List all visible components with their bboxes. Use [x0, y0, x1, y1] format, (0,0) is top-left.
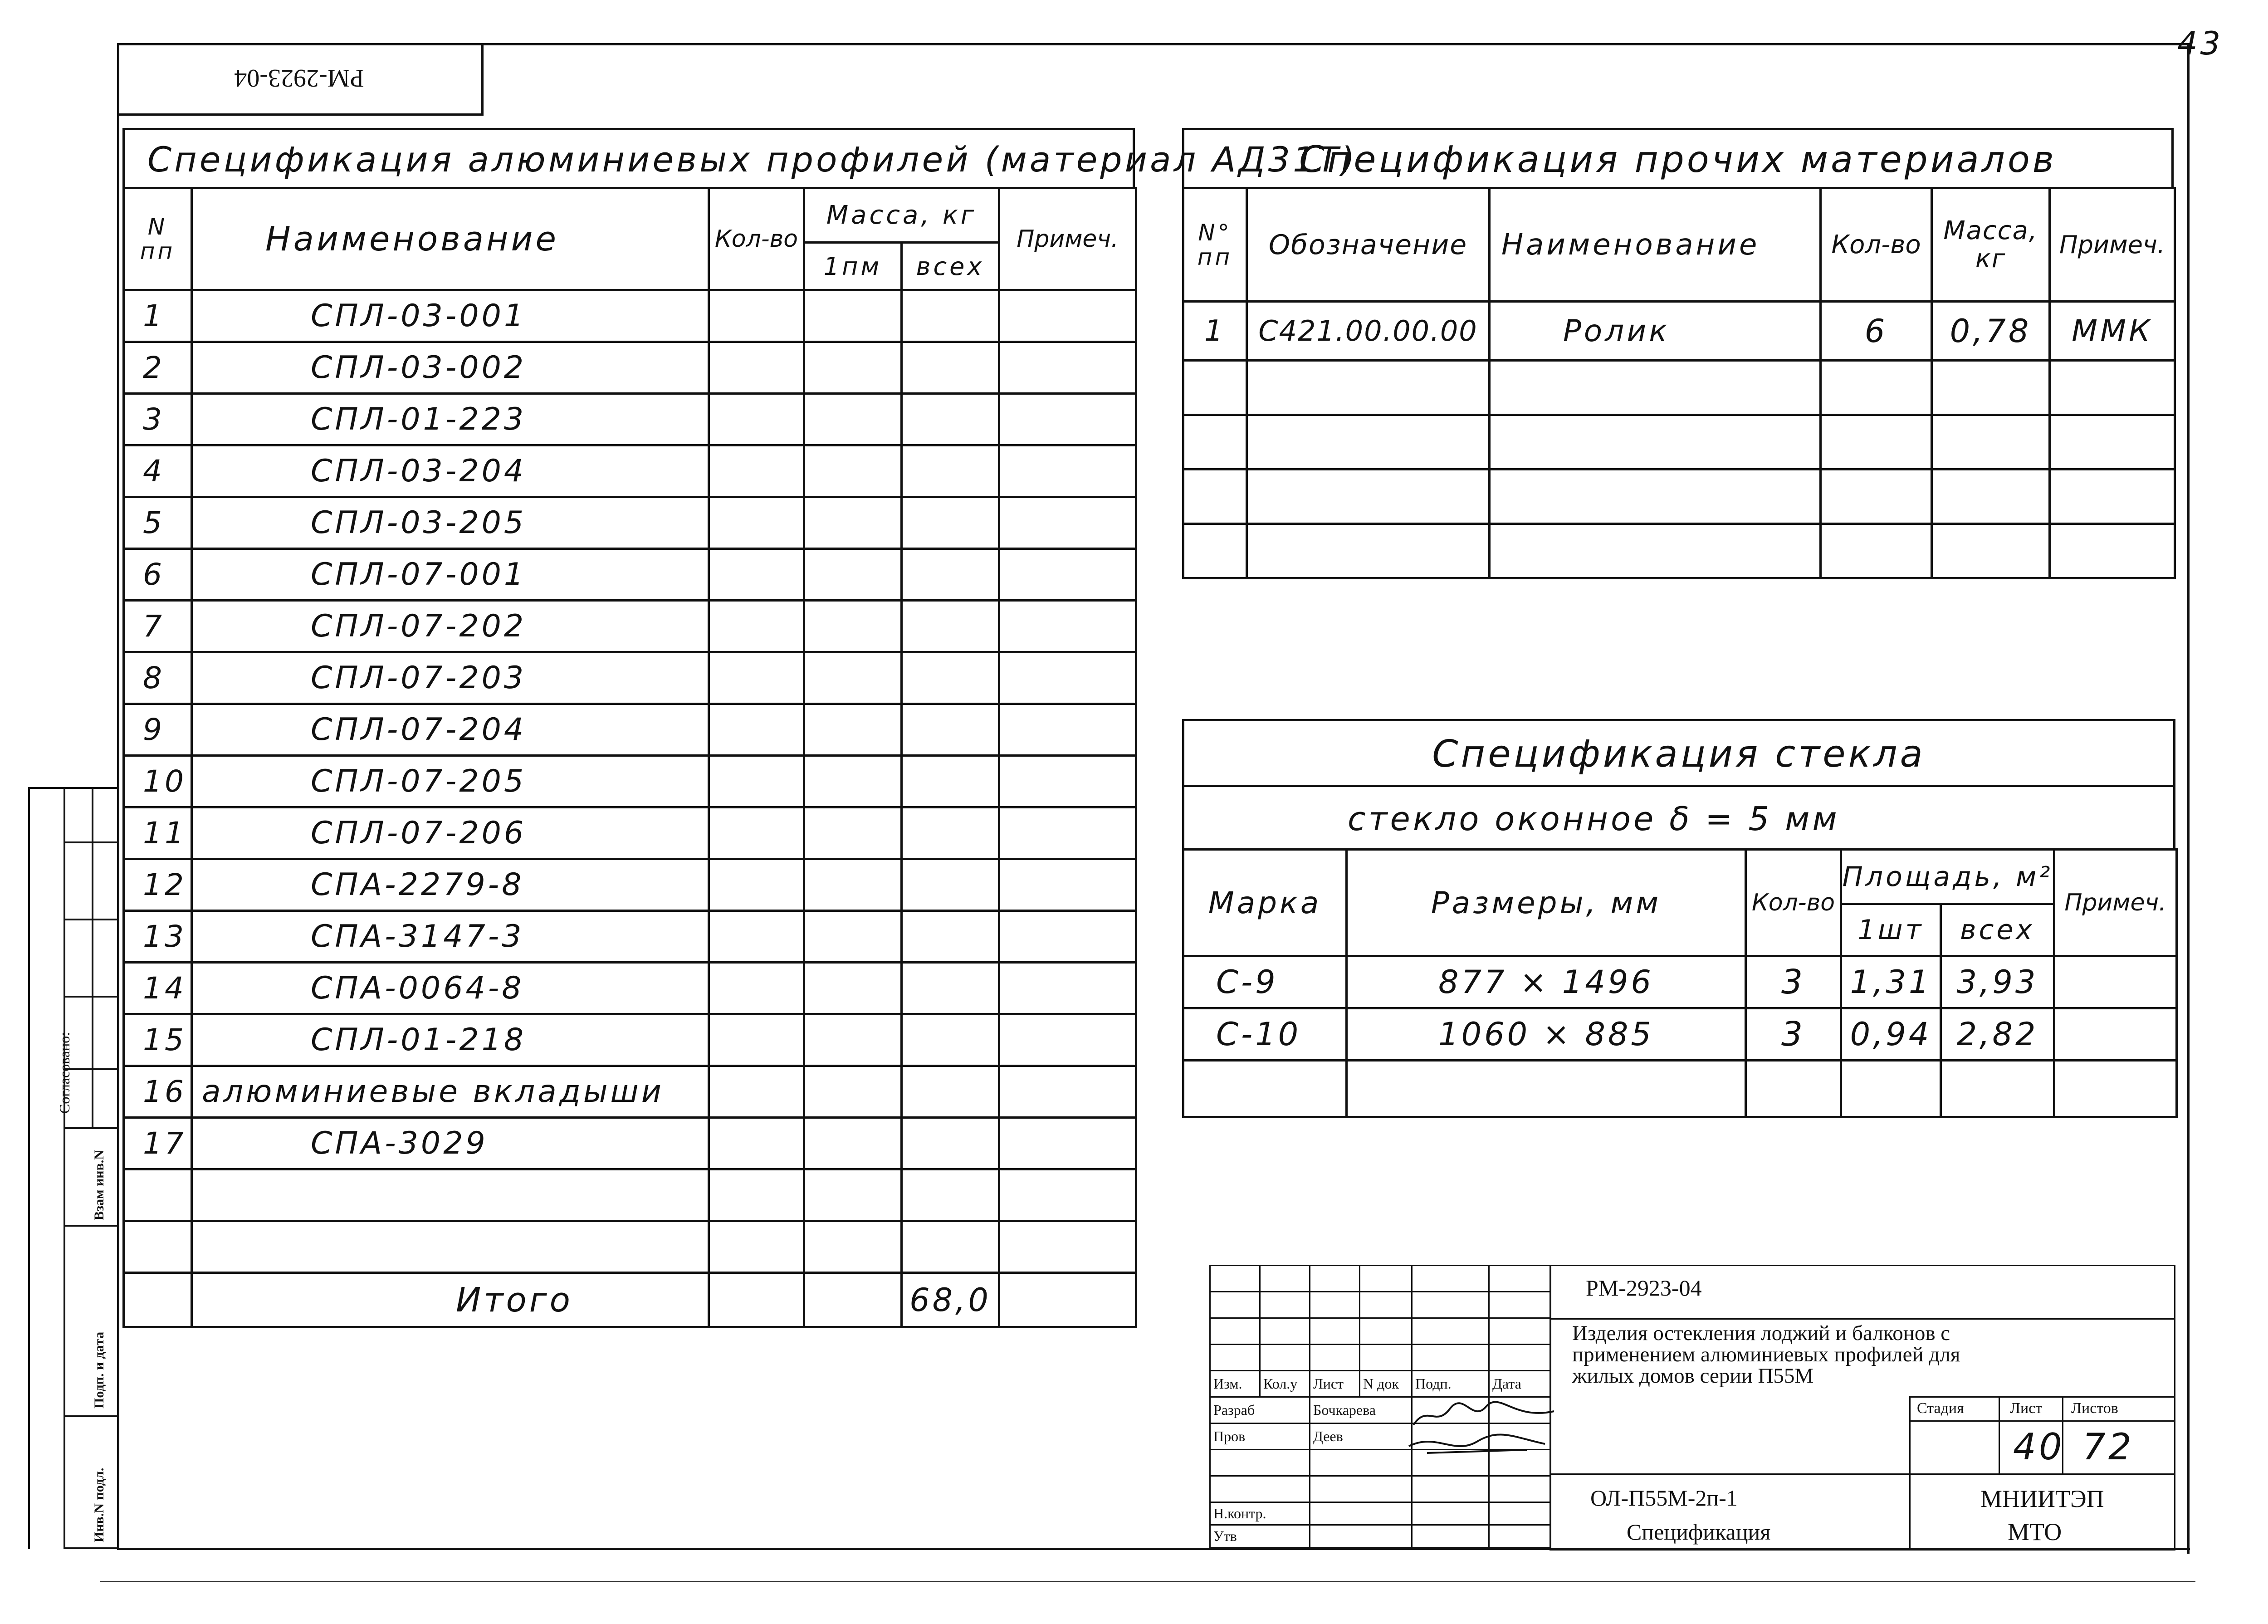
stamp-prov: Пров [1210, 1423, 1310, 1450]
profiles-row-cell [902, 1014, 999, 1066]
stamp-description: Изделия остекления лоджий и балконов с применением алюминиевых профилей для жилых домов серии П55М [1572, 1321, 1960, 1388]
glass-row-area-all: 2,82 [1941, 1008, 2054, 1061]
profiles-row-cell [804, 1118, 902, 1169]
profiles-row-n: 14 [124, 963, 192, 1014]
profiles-row-cell [709, 1169, 804, 1221]
profiles-row-name: СПЛ-07-001 [192, 549, 709, 601]
stamp-razrab-name: Бочкарева [1310, 1397, 1412, 1423]
profiles-row-name: СПЛ-03-204 [192, 445, 709, 497]
agreed-label: Согласовано: [56, 1032, 73, 1114]
profiles-row-cell [804, 497, 902, 549]
other-col-mass: Масса, кг [1932, 188, 2050, 302]
profiles-row-cell [709, 807, 804, 859]
bottom-trim-line [100, 1581, 2195, 1582]
other-empty-row [1183, 415, 2175, 470]
glass-row [1183, 1008, 2177, 1061]
signature-prov [1400, 1428, 1549, 1460]
profiles-row-cell [902, 704, 999, 756]
glass-grid [1182, 848, 2178, 1118]
profiles-row-name: СПЛ-03-002 [192, 342, 709, 394]
glass-col-area: Площадь, м² [1841, 850, 2054, 904]
profiles-row-cell [902, 859, 999, 911]
profiles-row-cell [902, 290, 999, 342]
profiles-row [124, 1118, 1136, 1169]
profiles-row [124, 290, 1136, 342]
profiles-row-n: 6 [124, 549, 192, 601]
profiles-row-cell [709, 704, 804, 756]
profiles-row-name: СПЛ-07-205 [192, 756, 709, 807]
other-title: Спецификация прочих материалов [1182, 128, 2174, 187]
profiles-row-cell [902, 342, 999, 394]
stamp-col-izm: Изм. [1210, 1371, 1260, 1397]
profiles-row-n: 16 [124, 1066, 192, 1118]
stamp-doc: ОЛ-П55М-2п-1 [1590, 1485, 1738, 1511]
profiles-row [124, 963, 1136, 1014]
top-code-box [117, 43, 484, 116]
profiles-col-note: Примеч. [999, 188, 1136, 290]
other-row-designation: С421.00.00.00 [1247, 302, 1490, 361]
profiles-row [124, 497, 1136, 549]
profiles-row-cell [999, 601, 1136, 652]
profiles-row-cell [999, 290, 1136, 342]
profiles-row-n [124, 1221, 192, 1273]
profiles-col-mass: Масса, кг [804, 188, 999, 243]
frame-right [2187, 43, 2190, 1554]
profiles-row [124, 807, 1136, 859]
profiles-row-n: 3 [124, 394, 192, 445]
profiles-row-name: СПЛ-01-223 [192, 394, 709, 445]
other-col-name: Наименование [1490, 188, 1821, 302]
profiles-row-cell [804, 394, 902, 445]
profiles-row-cell [902, 807, 999, 859]
glass-row-mark: С-9 [1183, 956, 1347, 1008]
profiles-row-cell [902, 756, 999, 807]
profiles-row [124, 1014, 1136, 1066]
inv-label: Инв.N подл. [92, 1467, 107, 1542]
other-col-qty: Кол-во [1821, 188, 1932, 302]
stamp-col-data: Дата [1489, 1371, 1550, 1397]
profiles-grid [122, 187, 1137, 1328]
profiles-row-cell [902, 549, 999, 601]
profiles-row-name: СПЛ-03-001 [192, 290, 709, 342]
stamp-sheet-label: Лист [2010, 1400, 2043, 1417]
left-strip [28, 787, 119, 1549]
other-col-designation: Обозначение [1247, 188, 1490, 302]
stamp-sheets: 72 [2082, 1426, 2134, 1468]
profiles-total-label: Итого [192, 1273, 709, 1327]
glass-empty-row [1183, 1061, 2177, 1117]
profiles-row-name [192, 1221, 709, 1273]
profiles-row-cell [804, 704, 902, 756]
profiles-row-n: 13 [124, 911, 192, 963]
profiles-row [124, 549, 1136, 601]
glass-row-area-1: 1,31 [1841, 956, 1941, 1008]
glass-col-qty: Кол-во [1746, 850, 1841, 956]
profiles-row-cell [902, 963, 999, 1014]
profiles-row-cell [804, 1169, 902, 1221]
profiles-row-cell [999, 1118, 1136, 1169]
stamp-org1: МНИИТЭП [1980, 1485, 2104, 1512]
profiles-row-name: СПЛ-07-203 [192, 652, 709, 704]
profiles-row [124, 445, 1136, 497]
profiles-row-cell [804, 342, 902, 394]
profiles-row-cell [709, 1014, 804, 1066]
profiles-row-cell [902, 1169, 999, 1221]
profiles-row-cell [709, 394, 804, 445]
profiles-row-cell [709, 911, 804, 963]
profiles-row-cell [999, 1169, 1136, 1221]
glass-row-qty: 3 [1746, 956, 1841, 1008]
profiles-row-cell [999, 911, 1136, 963]
profiles-total-value: 68,0 [902, 1273, 999, 1327]
profiles-row-cell [804, 1014, 902, 1066]
profiles-row-cell [709, 756, 804, 807]
profiles-row-cell [999, 549, 1136, 601]
other-empty-row [1183, 470, 2175, 524]
profiles-row-n: 12 [124, 859, 192, 911]
glass-row-size: 877 × 1496 [1347, 956, 1746, 1008]
other-row-n: 1 [1183, 302, 1247, 361]
profiles-row-cell [902, 652, 999, 704]
glass-row-size: 1060 × 885 [1347, 1008, 1746, 1061]
profiles-row-cell [709, 1221, 804, 1273]
profiles-row-cell [804, 911, 902, 963]
profiles-row [124, 394, 1136, 445]
profiles-row-cell [804, 652, 902, 704]
other-row-qty: 6 [1821, 302, 1932, 361]
profiles-title: Спецификация алюминиевых профилей (материал АД31Т) [122, 128, 1135, 187]
stamp-code: РМ-2923-04 [1586, 1275, 1702, 1301]
profiles-row-cell [804, 290, 902, 342]
profiles-row-cell [709, 497, 804, 549]
profiles-row-name: СПЛ-01-218 [192, 1014, 709, 1066]
profiles-row [124, 859, 1136, 911]
profiles-row [124, 1221, 1136, 1273]
glass-col-size: Размеры, мм [1347, 850, 1746, 956]
profiles-row-name: СПА-3147-3 [192, 911, 709, 963]
profiles-col-name: Наименование [192, 188, 709, 290]
profiles-row [124, 704, 1136, 756]
stamp-col-ndok: N док [1360, 1371, 1412, 1397]
stamp-col-list: Лист [1310, 1371, 1360, 1397]
profiles-row-n [124, 1169, 192, 1221]
stamp-prov-name: Деев [1310, 1423, 1412, 1450]
other-col-n: N° пп [1183, 188, 1247, 302]
profiles-row-cell [999, 963, 1136, 1014]
glass-col-area-all: всех [1941, 904, 2054, 956]
glass-table [1182, 719, 2175, 1118]
profiles-row-cell [902, 1118, 999, 1169]
glass-title: Спецификация стекла [1182, 719, 2175, 785]
vzam-label: Взам инв.N [92, 1150, 107, 1220]
profiles-row-name [192, 1169, 709, 1221]
other-empty-row [1183, 524, 2175, 578]
glass-subtitle: стекло оконное δ = 5 мм [1182, 785, 2175, 848]
profiles-row-cell [709, 859, 804, 911]
other-row-note: ММК [2050, 302, 2175, 361]
profiles-row-cell [902, 601, 999, 652]
stamp-org2: МТО [2008, 1518, 2062, 1546]
other-empty-row [1183, 361, 2175, 415]
profiles-row-cell [999, 394, 1136, 445]
glass-row-area-1: 0,94 [1841, 1008, 1941, 1061]
profiles-row-cell [999, 342, 1136, 394]
signature-razrab [1409, 1400, 1559, 1432]
profiles-col-qty: Кол-во [709, 188, 804, 290]
profiles-row-cell [804, 601, 902, 652]
profiles-row [124, 652, 1136, 704]
glass-col-mark: Марка [1183, 850, 1347, 956]
profiles-row-n: 9 [124, 704, 192, 756]
profiles-row-name: СПА-3029 [192, 1118, 709, 1169]
other-row-name: Ролик [1490, 302, 1821, 361]
profiles-row-cell [999, 652, 1136, 704]
stamp-razrab: Разраб [1210, 1397, 1310, 1423]
profiles-row-cell [902, 394, 999, 445]
other-row [1183, 302, 2175, 361]
page-number: 43 [2177, 25, 2224, 62]
profiles-row-cell [999, 859, 1136, 911]
profiles-row-cell [804, 1221, 902, 1273]
profiles-row-cell [902, 445, 999, 497]
profiles-total-row [124, 1273, 1136, 1327]
glass-row-area-all: 3,93 [1941, 956, 2054, 1008]
profiles-col-mass-1: 1пм [804, 243, 902, 290]
glass-row-mark: С-10 [1183, 1008, 1347, 1061]
title-block [1209, 1265, 2175, 1551]
stamp-nkontr: Н.контр. [1210, 1502, 1310, 1525]
glass-col-note: Примеч. [2054, 850, 2177, 956]
stamp-col-kolu: Кол.у [1260, 1371, 1310, 1397]
profiles-row-cell [709, 601, 804, 652]
top-code: РМ-2923-04 [234, 64, 364, 93]
profiles-row-cell [709, 445, 804, 497]
glass-row [1183, 956, 2177, 1008]
profiles-row-cell [999, 1221, 1136, 1273]
profiles-row-cell [804, 756, 902, 807]
podp-label: Подп. и дата [92, 1331, 107, 1409]
profiles-row [124, 342, 1136, 394]
profiles-row-cell [902, 1221, 999, 1273]
profiles-col-mass-all: всех [902, 243, 999, 290]
profiles-row-cell [804, 549, 902, 601]
profiles-row-cell [902, 497, 999, 549]
profiles-row-cell [709, 1066, 804, 1118]
profiles-row [124, 911, 1136, 963]
profiles-row-cell [999, 445, 1136, 497]
profiles-row-cell [999, 756, 1136, 807]
stamp-doc-title: Спецификация [1627, 1519, 1771, 1545]
profiles-row [124, 1066, 1136, 1118]
profiles-row-cell [709, 549, 804, 601]
profiles-row [124, 601, 1136, 652]
profiles-row-name: алюминиевые вкладыши [192, 1066, 709, 1118]
profiles-row-n: 5 [124, 497, 192, 549]
profiles-row-cell [709, 652, 804, 704]
profiles-row-name: СПЛ-07-202 [192, 601, 709, 652]
glass-row-qty: 3 [1746, 1008, 1841, 1061]
profiles-row-n: 8 [124, 652, 192, 704]
stamp-sheets-label: Листов [2071, 1400, 2118, 1417]
profiles-row-cell [804, 1066, 902, 1118]
stamp-utv: Утв [1210, 1525, 1310, 1548]
profiles-row-n: 11 [124, 807, 192, 859]
stamp-col-podp: Подп. [1412, 1371, 1489, 1397]
profiles-row-name: СПЛ-07-206 [192, 807, 709, 859]
profiles-row-cell [999, 1014, 1136, 1066]
other-grid [1182, 187, 2176, 579]
profiles-row-cell [999, 497, 1136, 549]
profiles-row-name: СПЛ-03-205 [192, 497, 709, 549]
other-table [1182, 128, 2174, 579]
profiles-row-name: СПЛ-07-204 [192, 704, 709, 756]
profiles-row-n: 15 [124, 1014, 192, 1066]
profiles-row [124, 1169, 1136, 1221]
other-col-note: Примеч. [2050, 188, 2175, 302]
profiles-row-cell [999, 1066, 1136, 1118]
profiles-row-n: 2 [124, 342, 192, 394]
profiles-row-n: 4 [124, 445, 192, 497]
profiles-row-cell [804, 445, 902, 497]
profiles-row [124, 756, 1136, 807]
profiles-row-cell [804, 859, 902, 911]
profiles-col-n: N пп [124, 188, 192, 290]
glass-col-area-1: 1шт [1841, 904, 1941, 956]
profiles-row-n: 10 [124, 756, 192, 807]
profiles-row-cell [709, 290, 804, 342]
other-row-mass: 0,78 [1932, 302, 2050, 361]
profiles-row-cell [709, 342, 804, 394]
profiles-row-n: 7 [124, 601, 192, 652]
profiles-row-name: СПА-2279-8 [192, 859, 709, 911]
profiles-row-n: 17 [124, 1118, 192, 1169]
profiles-row-cell [709, 1118, 804, 1169]
profiles-row-n: 1 [124, 290, 192, 342]
profiles-row-cell [999, 807, 1136, 859]
profiles-row-cell [709, 963, 804, 1014]
profiles-row-name: СПА-0064-8 [192, 963, 709, 1014]
profiles-row-cell [804, 963, 902, 1014]
profiles-row-cell [902, 1066, 999, 1118]
stamp-stage-label: Стадия [1917, 1400, 1964, 1417]
stamp-sheet: 40 [2013, 1426, 2065, 1468]
profiles-row-cell [999, 704, 1136, 756]
profiles-row-cell [902, 911, 999, 963]
profiles-row-cell [804, 807, 902, 859]
